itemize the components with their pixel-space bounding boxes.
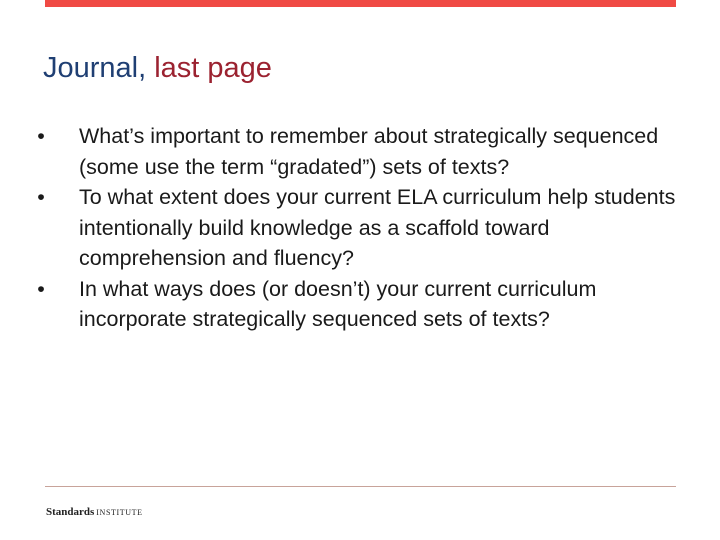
footer-divider xyxy=(45,486,676,487)
bullet-item xyxy=(30,274,680,335)
bullet-item xyxy=(30,121,680,182)
bullet-list xyxy=(30,121,680,335)
bullet-marker: • xyxy=(37,185,45,209)
slide-title-part-2: last page xyxy=(154,52,272,84)
logo-main-text: Standards xyxy=(46,506,95,518)
bullet-text: In what ways does (or doesn’t) your current curriculum incorporate strategically sequenced sets of texts? xyxy=(79,276,597,331)
standards-institute-logo xyxy=(46,503,143,521)
logo-sub-text: INSTITUTE xyxy=(96,508,143,517)
bullet-marker: • xyxy=(37,276,45,301)
bullet-text: What’s important to remember about strategically sequenced (some use the term “gradated”) sets of texts? xyxy=(79,124,659,179)
slide-title-part-1: Journal, xyxy=(43,52,155,84)
bullet-text: To what extent does your current ELA curriculum help students intentionally build knowledge as a scaffold toward comprehension and fluency? xyxy=(79,185,676,270)
top-accent-bar xyxy=(45,0,676,7)
bullet-marker: • xyxy=(37,124,45,148)
bullet-item xyxy=(30,182,680,274)
slide-title xyxy=(43,50,272,86)
